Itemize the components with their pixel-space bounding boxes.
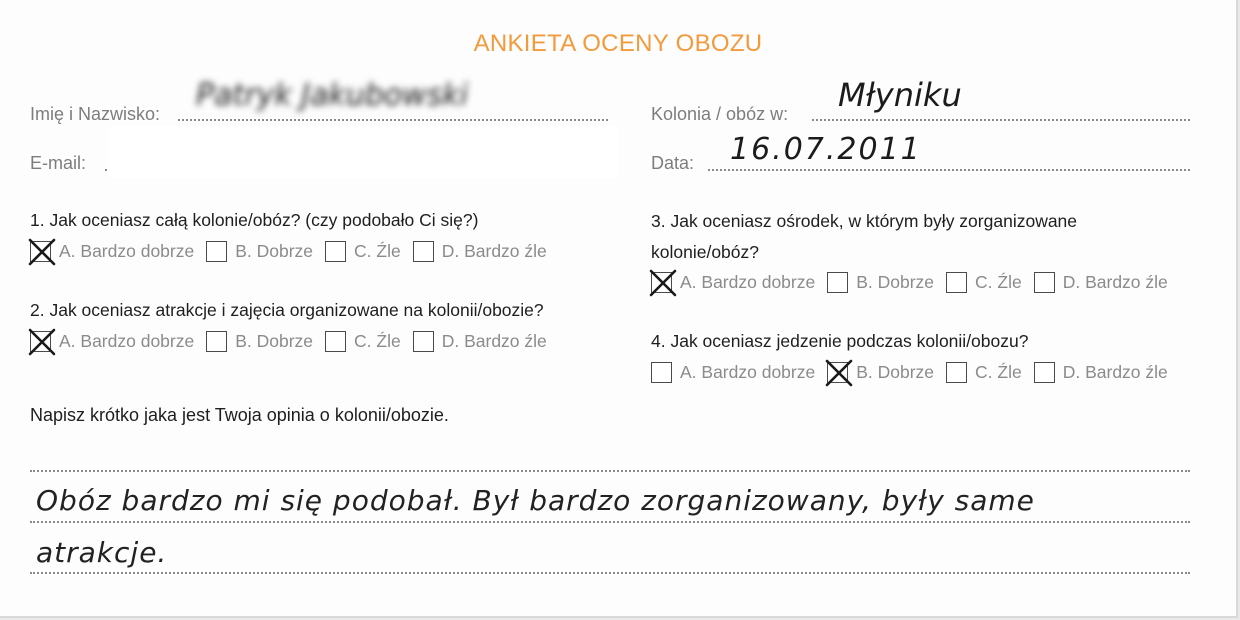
date-label: Data:: [651, 153, 695, 173]
checkbox-icon[interactable]: [413, 331, 434, 352]
question-3-options: [651, 269, 1180, 295]
question-2-option[interactable]: [325, 331, 401, 352]
survey-title: ANKIETA OCENY OBOZU: [473, 30, 763, 57]
checkbox-icon[interactable]: [30, 241, 51, 262]
camp-label: Kolonia / obóz w:: [651, 104, 789, 124]
option-label: B. Dobrze: [235, 240, 314, 261]
question-1-option[interactable]: [206, 241, 313, 262]
question-4-option[interactable]: [827, 362, 934, 383]
cross-mark-icon: [27, 237, 57, 267]
email-redaction: [108, 126, 618, 178]
question-3-option[interactable]: [827, 272, 934, 293]
checkbox-icon[interactable]: [1034, 272, 1055, 293]
question-4-option[interactable]: [946, 362, 1022, 383]
checkbox-icon[interactable]: [827, 272, 848, 293]
option-label: C. Źle: [975, 361, 1022, 382]
option-label: A. Bardzo dobrze: [680, 271, 816, 292]
checkbox-icon[interactable]: [206, 331, 227, 352]
checkbox-icon[interactable]: [325, 331, 346, 352]
option-label: D. Bardzo źle: [1062, 271, 1168, 292]
camp-value: Młyniku: [838, 76, 962, 114]
option-label: A. Bardzo dobrze: [59, 330, 195, 351]
option-label: A. Bardzo dobrze: [59, 240, 195, 261]
email-label: E-mail:: [30, 153, 87, 173]
question-2-text: 2. Jak oceniasz atrakcje i zajęcia organizowane na kolonii/obozie?: [30, 300, 544, 320]
question-3-option[interactable]: [946, 272, 1022, 293]
opinion-line-3: [30, 572, 1190, 574]
date-dotted-line: [708, 169, 1190, 171]
name-dotted-line: [178, 119, 608, 121]
checkbox-icon[interactable]: [206, 241, 227, 262]
cross-mark-icon: [824, 358, 854, 388]
name-value: Patryk Jakubowski: [196, 78, 469, 113]
question-3-option[interactable]: [1034, 272, 1168, 293]
cross-mark-icon: [27, 327, 57, 357]
question-4-text: 4. Jak oceniasz jedzenie podczas kolonii/obozu?: [651, 331, 1029, 351]
opinion-answer-line-2: atrakcje.: [36, 536, 168, 569]
camp-dotted-line: [812, 119, 1190, 121]
checkbox-icon[interactable]: [651, 362, 672, 383]
question-1-option[interactable]: [30, 241, 194, 262]
question-3-option[interactable]: [651, 272, 815, 293]
opinion-prompt: Napisz krótko jaka jest Twoja opinia o kolonii/obozie.: [30, 405, 449, 425]
question-4-option[interactable]: [651, 362, 815, 383]
checkbox-icon[interactable]: [1034, 362, 1055, 383]
option-label: D. Bardzo źle: [441, 330, 547, 351]
option-label: D. Bardzo źle: [441, 240, 547, 261]
opinion-line-1: [30, 470, 1190, 472]
question-1-text: 1. Jak oceniasz całą kolonie/obóz? (czy podobało Ci się?): [30, 210, 479, 230]
question-3-text: 3. Jak oceniasz ośrodek, w którym były zorganizowane kolonie/obóz?: [651, 211, 1078, 262]
date-value: 16.07.2011: [730, 132, 922, 167]
option-label: C. Źle: [975, 271, 1022, 292]
option-label: D. Bardzo źle: [1062, 361, 1168, 382]
checkbox-icon[interactable]: [30, 331, 51, 352]
cross-mark-icon: [648, 268, 678, 298]
checkbox-icon[interactable]: [946, 272, 967, 293]
option-label: B. Dobrze: [235, 330, 314, 351]
option-label: C. Źle: [354, 240, 401, 261]
checkbox-icon[interactable]: [413, 241, 434, 262]
question-1-option[interactable]: [413, 241, 547, 262]
name-label: Imię i Nazwisko:: [30, 104, 161, 124]
checkbox-icon[interactable]: [827, 362, 848, 383]
checkbox-icon[interactable]: [946, 362, 967, 383]
question-2-option[interactable]: [413, 331, 547, 352]
checkbox-icon[interactable]: [325, 241, 346, 262]
question-4-option[interactable]: [1034, 362, 1168, 383]
option-label: C. Źle: [354, 330, 401, 351]
question-2-option[interactable]: [30, 331, 194, 352]
question-4-options: [651, 359, 1180, 385]
checkbox-icon[interactable]: [651, 272, 672, 293]
opinion-answer-line-1: Obóz bardzo mi się podobał. Był bardzo zorganizowany, były same: [36, 484, 1035, 517]
option-label: B. Dobrze: [856, 361, 935, 382]
opinion-line-2: [30, 521, 1190, 523]
option-label: A. Bardzo dobrze: [680, 361, 816, 382]
question-1-options: [30, 238, 559, 264]
question-2-option[interactable]: [206, 331, 313, 352]
question-1-option[interactable]: [325, 241, 401, 262]
option-label: B. Dobrze: [856, 271, 935, 292]
question-2-options: [30, 328, 559, 354]
